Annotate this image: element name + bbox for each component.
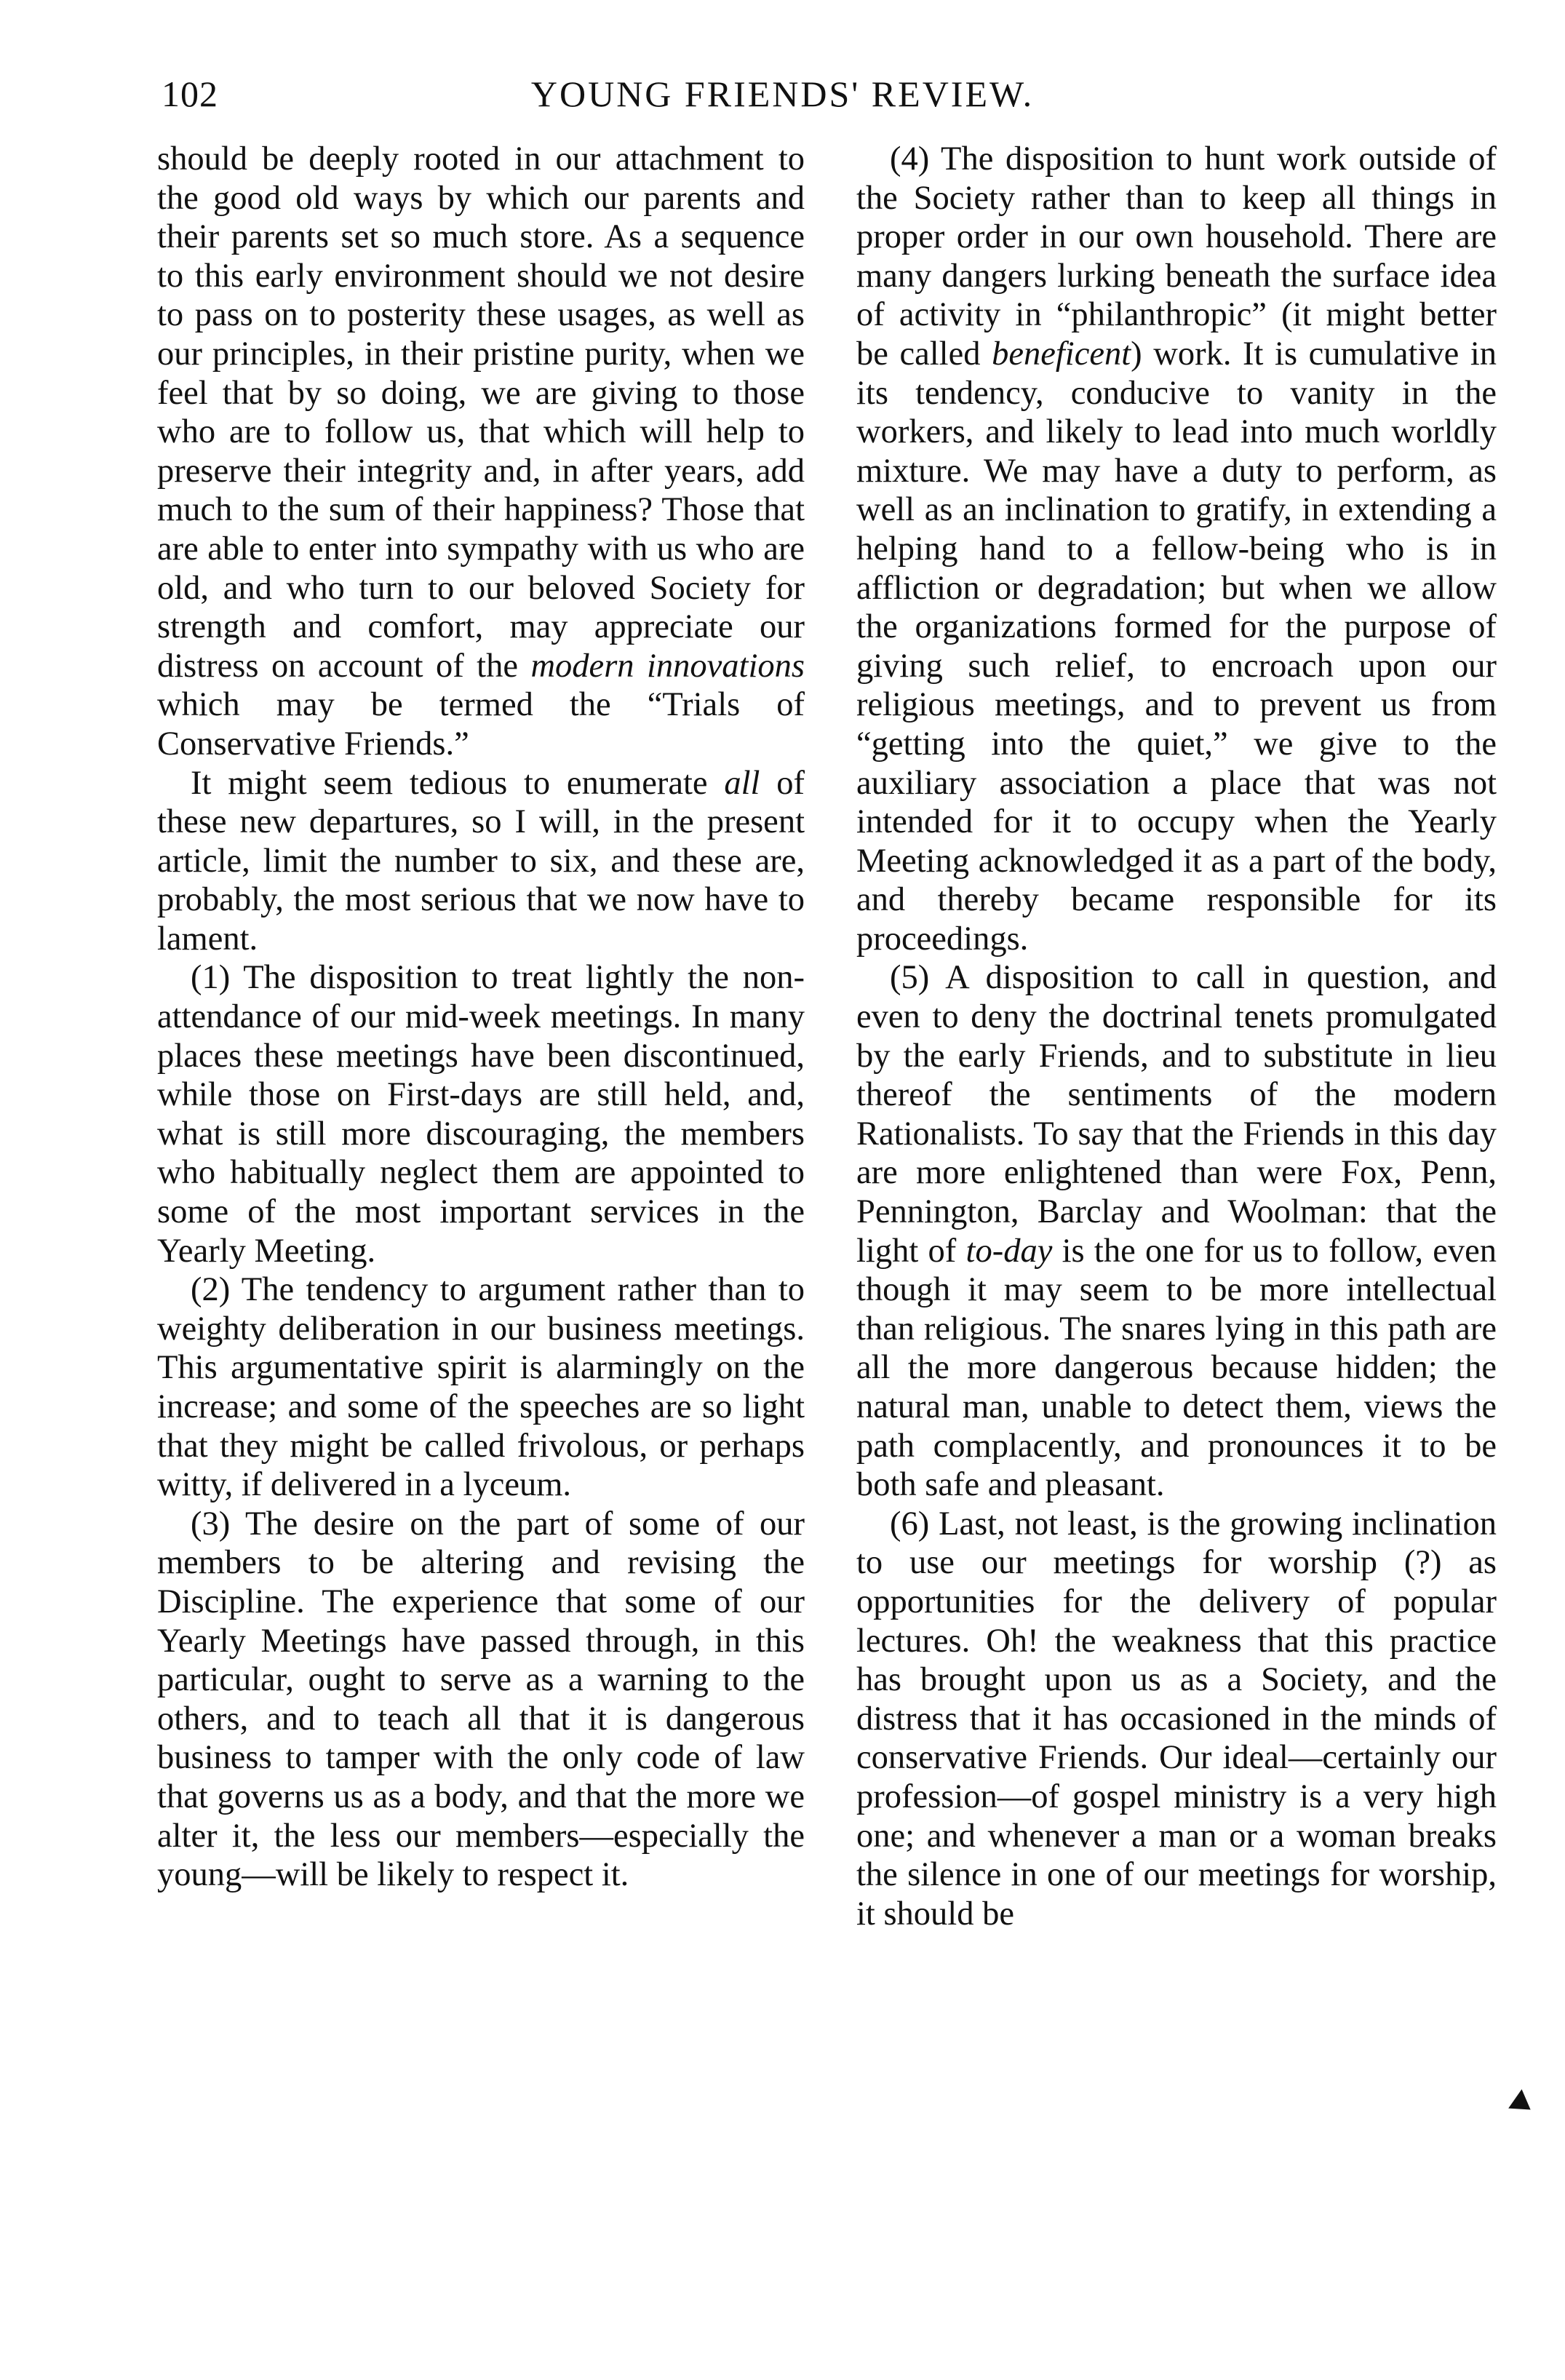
paragraph-text: should be deeply rooted in our attachment to the good old ways by which our parents and their parents set so much store. As a sequence to this early environment should we not desire to pass on to posterity these usages, as well as our principles, in their pristine purity, when we feel that by so doing, we are giving to those who are to follow us, that which will help to preserve their integrity and, in after years, add much to the sum of their happiness? Those that are able to enter into sympathy with us who are old, and who turn to our beloved Society for strength and comfort, may appreciate our distress on account of the: [157, 140, 805, 685]
paragraph-item-1: (1) The disposition to treat lightly the non-attendance of our mid-week meetings. In many places these meetings have been discontinued, while those on First-days are still held, and, what is still more discouraging, the members who habitually neglect them are appointed to some of the most important services in the Yearly Meeting.: [157, 959, 805, 1270]
left-column: [157, 140, 805, 1895]
emphasis-text: to-day: [965, 1232, 1053, 1270]
paragraph-text: It might seem tedious to enumerate: [191, 764, 725, 802]
paragraph-intro: [157, 764, 805, 959]
paragraph-text: ) work. It is cumulative in its tendency, conducive to vanity in the workers, and likely to lead into much worldly mixture. We may have a duty to perform, as well as an inclination to gratify, in extending a helping hand to a fellow-being who is in affliction or degradation; but when we allow the organizations formed for the purpose of giving such relief, to encroach upon our religious meetings, and to prevent us from “getting into the quiet,” we give to the auxiliary association a place that was not intended for it to occupy when the Yearly Meeting acknowledged it as a part of the body, and thereby became responsible for its proceedings.: [856, 335, 1497, 958]
emphasis-text: all: [724, 764, 760, 802]
paragraph-item-6: (6) Last, not least, is the growing inclination to use our meetings for worship (?) as opportunities for the delivery of popular lectures. Oh! the weakness that this practice has brought upon us as a Society, and the distress that it has occasioned in the minds of conservative Friends. Our ideal—certainly our profession—of gospel ministry is a very high one; and whenever a man or a woman breaks the silence in one of our meetings for worship, it should be: [856, 1505, 1497, 1933]
emphasis-text: beneficent: [992, 335, 1131, 373]
margin-arrow-icon: [1508, 2089, 1537, 2119]
right-column: [856, 140, 1497, 1933]
paragraph-text: which may be termed the “Trials of Conservative Friends.”: [157, 686, 805, 763]
page-header: [0, 73, 1565, 124]
paragraph-text: is the one for us to follow, even though it may seem to be more intellectual than religious. The snares lying in this path are all the more dangerous because hidden; the natural man, unable to detect them, views the path complacently, and pronounces it to be both safe and pleasant.: [856, 1232, 1497, 1504]
paragraph-item-3: (3) The desire on the part of some of our members to be altering and revising the Discipline. The experience that some of our Yearly Meetings have passed through, in this particular, ought to serve as a warning to the others, and to teach all that it is dangerous business to tamper with the only code of law that governs us as a body, and that the more we alter it, the less our members—especially the young—will be likely to respect it.: [157, 1505, 805, 1894]
paragraph-text: (4) The disposition to hunt work outside of the Society rather than to keep all things in proper order in our own household. There are many dangers lurking beneath the surface idea of activity in “philanthropic” (it might better be called: [856, 140, 1497, 373]
paragraph-text: (5) A disposition to call in question, and even to deny the doctrinal tenets promulgated by the early Friends, and to substitute in lieu thereof the sentiments of the modern Rationalists. To say that the Friends in this day are more enlightened than were Fox, Penn, Pennington, Barclay and Woolman: that the light of: [856, 959, 1497, 1270]
paragraph-item-4: [856, 140, 1497, 958]
paragraph-continuation: [157, 140, 805, 764]
emphasis-text: modern innovations: [530, 647, 805, 685]
paragraph-item-5: [856, 958, 1497, 1504]
running-title: YOUNG FRIENDS' REVIEW.: [530, 73, 1035, 114]
paragraph-item-2: (2) The tendency to argument rather than to weighty deliberation in our business meetings. This argumentative spirit is alarmingly on the increase; and some of the speeches are so light that they might be called frivolous, or perhaps witty, if delivered in a lyceum.: [157, 1271, 805, 1504]
page-number: 102: [162, 73, 218, 114]
paragraph-text: of these new departures, so I will, in the present article, limit the number to six, and these are, probably, the most serious that we now have to lament.: [157, 764, 805, 958]
